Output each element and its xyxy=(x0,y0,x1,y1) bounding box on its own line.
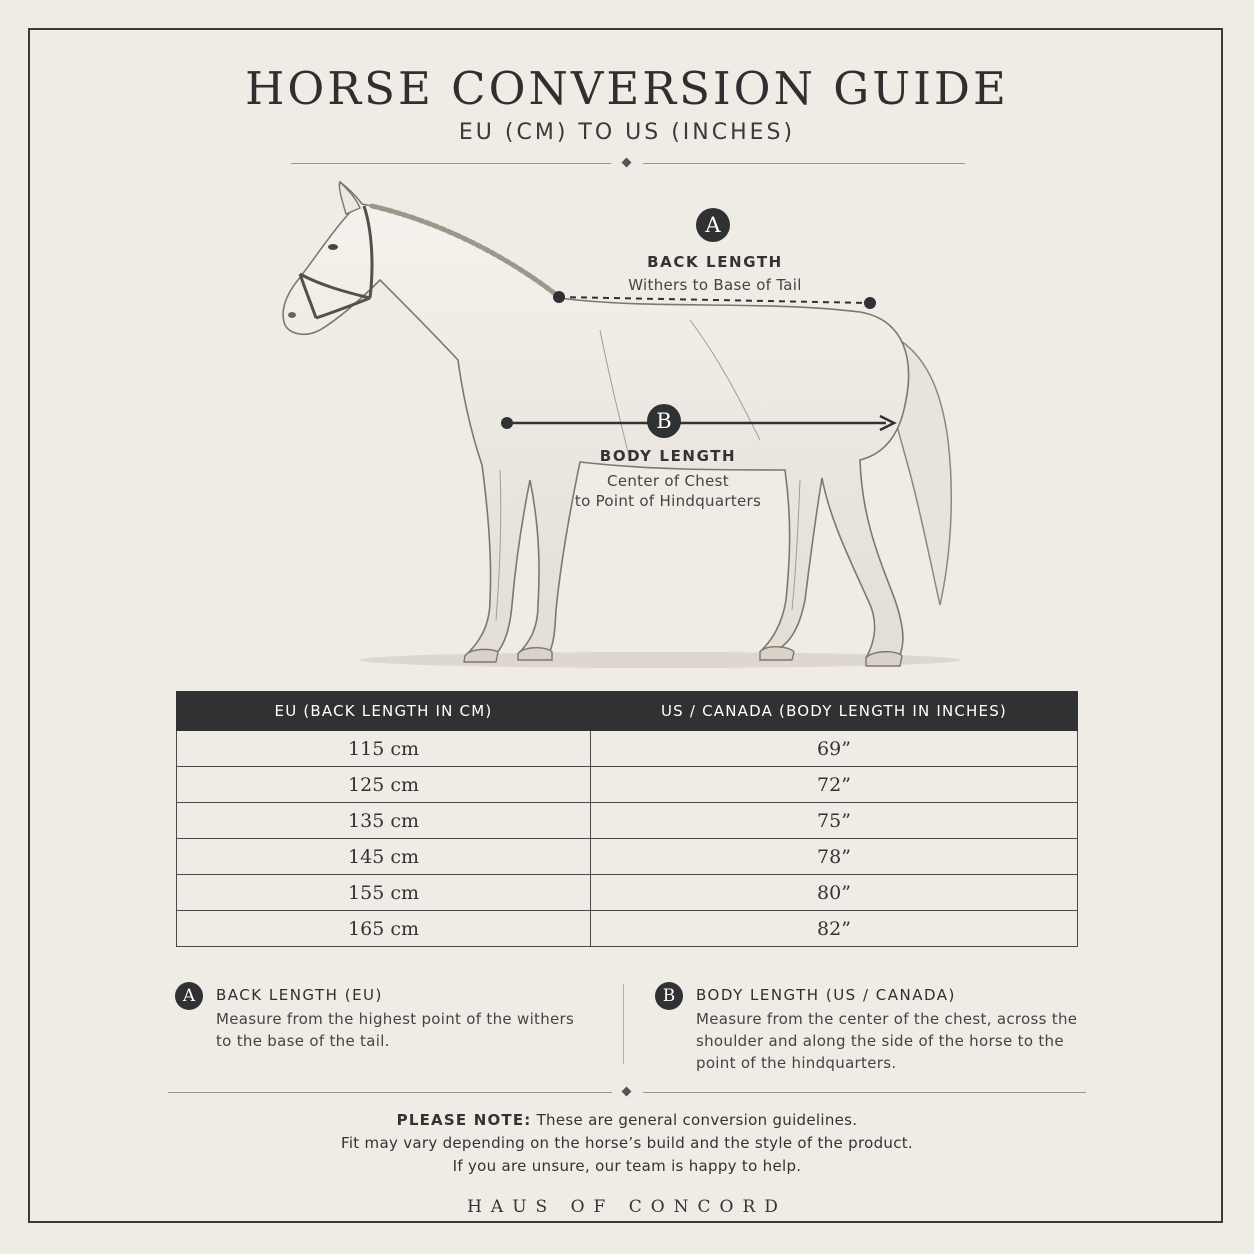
note-b-line1: Measure from the center of the chest, across the xyxy=(696,1010,1078,1028)
page-title: HORSE CONVERSION GUIDE xyxy=(245,62,1009,115)
brand-name: HAUS OF CONCORD xyxy=(467,1197,787,1217)
please-note-line2: Fit may vary depending on the horse’s build and the style of the product. xyxy=(341,1134,913,1152)
body-length-start-dot xyxy=(501,417,513,429)
horse-nostril xyxy=(288,312,296,318)
marker-b-description-line1: Center of Chest xyxy=(607,472,729,490)
table-row xyxy=(177,731,1078,767)
horse-eye xyxy=(328,244,338,250)
us-size-cell: 78” xyxy=(591,839,1078,875)
marker-b-title: BODY LENGTH xyxy=(599,447,737,465)
footer-divider-right xyxy=(643,1092,1086,1093)
note-a-line2: to the base of the tail. xyxy=(216,1032,390,1050)
notes-divider xyxy=(623,984,624,1064)
back-length-end-dot xyxy=(864,297,876,309)
marker-a-badge: A xyxy=(696,208,730,242)
column-header-us: US / CANADA (BODY LENGTH IN INCHES) xyxy=(591,692,1078,731)
marker-b-badge: B xyxy=(647,404,681,438)
table-row xyxy=(177,839,1078,875)
eu-size-cell: 115 cm xyxy=(177,731,591,767)
conversion-table xyxy=(176,691,1078,947)
please-note xyxy=(0,1109,1254,1178)
us-size-cell: 69” xyxy=(591,731,1078,767)
eu-size-cell: 155 cm xyxy=(177,875,591,911)
us-size-cell: 75” xyxy=(591,803,1078,839)
eu-size-cell: 165 cm xyxy=(177,911,591,947)
us-size-cell: 80” xyxy=(591,875,1078,911)
back-length-start-dot xyxy=(553,291,565,303)
note-a-badge: A xyxy=(175,982,203,1010)
table-row xyxy=(177,767,1078,803)
footer-divider-left xyxy=(168,1092,612,1093)
note-b-title: BODY LENGTH (US / CANADA) xyxy=(696,986,956,1004)
table-row xyxy=(177,911,1078,947)
us-size-cell: 72” xyxy=(591,767,1078,803)
eu-size-cell: 145 cm xyxy=(177,839,591,875)
eu-size-cell: 125 cm xyxy=(177,767,591,803)
note-b-badge: B xyxy=(655,982,683,1010)
note-b-line3: point of the hindquarters. xyxy=(696,1054,897,1072)
us-size-cell: 82” xyxy=(591,911,1078,947)
table-row xyxy=(177,803,1078,839)
marker-a-description: Withers to Base of Tail xyxy=(628,276,802,294)
note-a-line1: Measure from the highest point of the withers xyxy=(216,1010,575,1028)
marker-b-description-line2: to Point of Hindquarters xyxy=(574,492,762,510)
note-b-line2: shoulder and along the side of the horse to the xyxy=(696,1032,1064,1050)
page-subtitle: EU (CM) TO US (INCHES) xyxy=(458,120,796,145)
table-header-row xyxy=(177,692,1078,731)
please-note-line1: These are general conversion guidelines. xyxy=(536,1111,858,1129)
column-header-eu: EU (BACK LENGTH IN CM) xyxy=(177,692,591,731)
please-note-line3: If you are unsure, our team is happy to help. xyxy=(452,1157,802,1175)
note-a-title: BACK LENGTH (EU) xyxy=(216,986,383,1004)
marker-a-title: BACK LENGTH xyxy=(647,253,783,271)
eu-size-cell: 135 cm xyxy=(177,803,591,839)
table-row xyxy=(177,875,1078,911)
please-note-label: PLEASE NOTE: xyxy=(396,1111,532,1129)
